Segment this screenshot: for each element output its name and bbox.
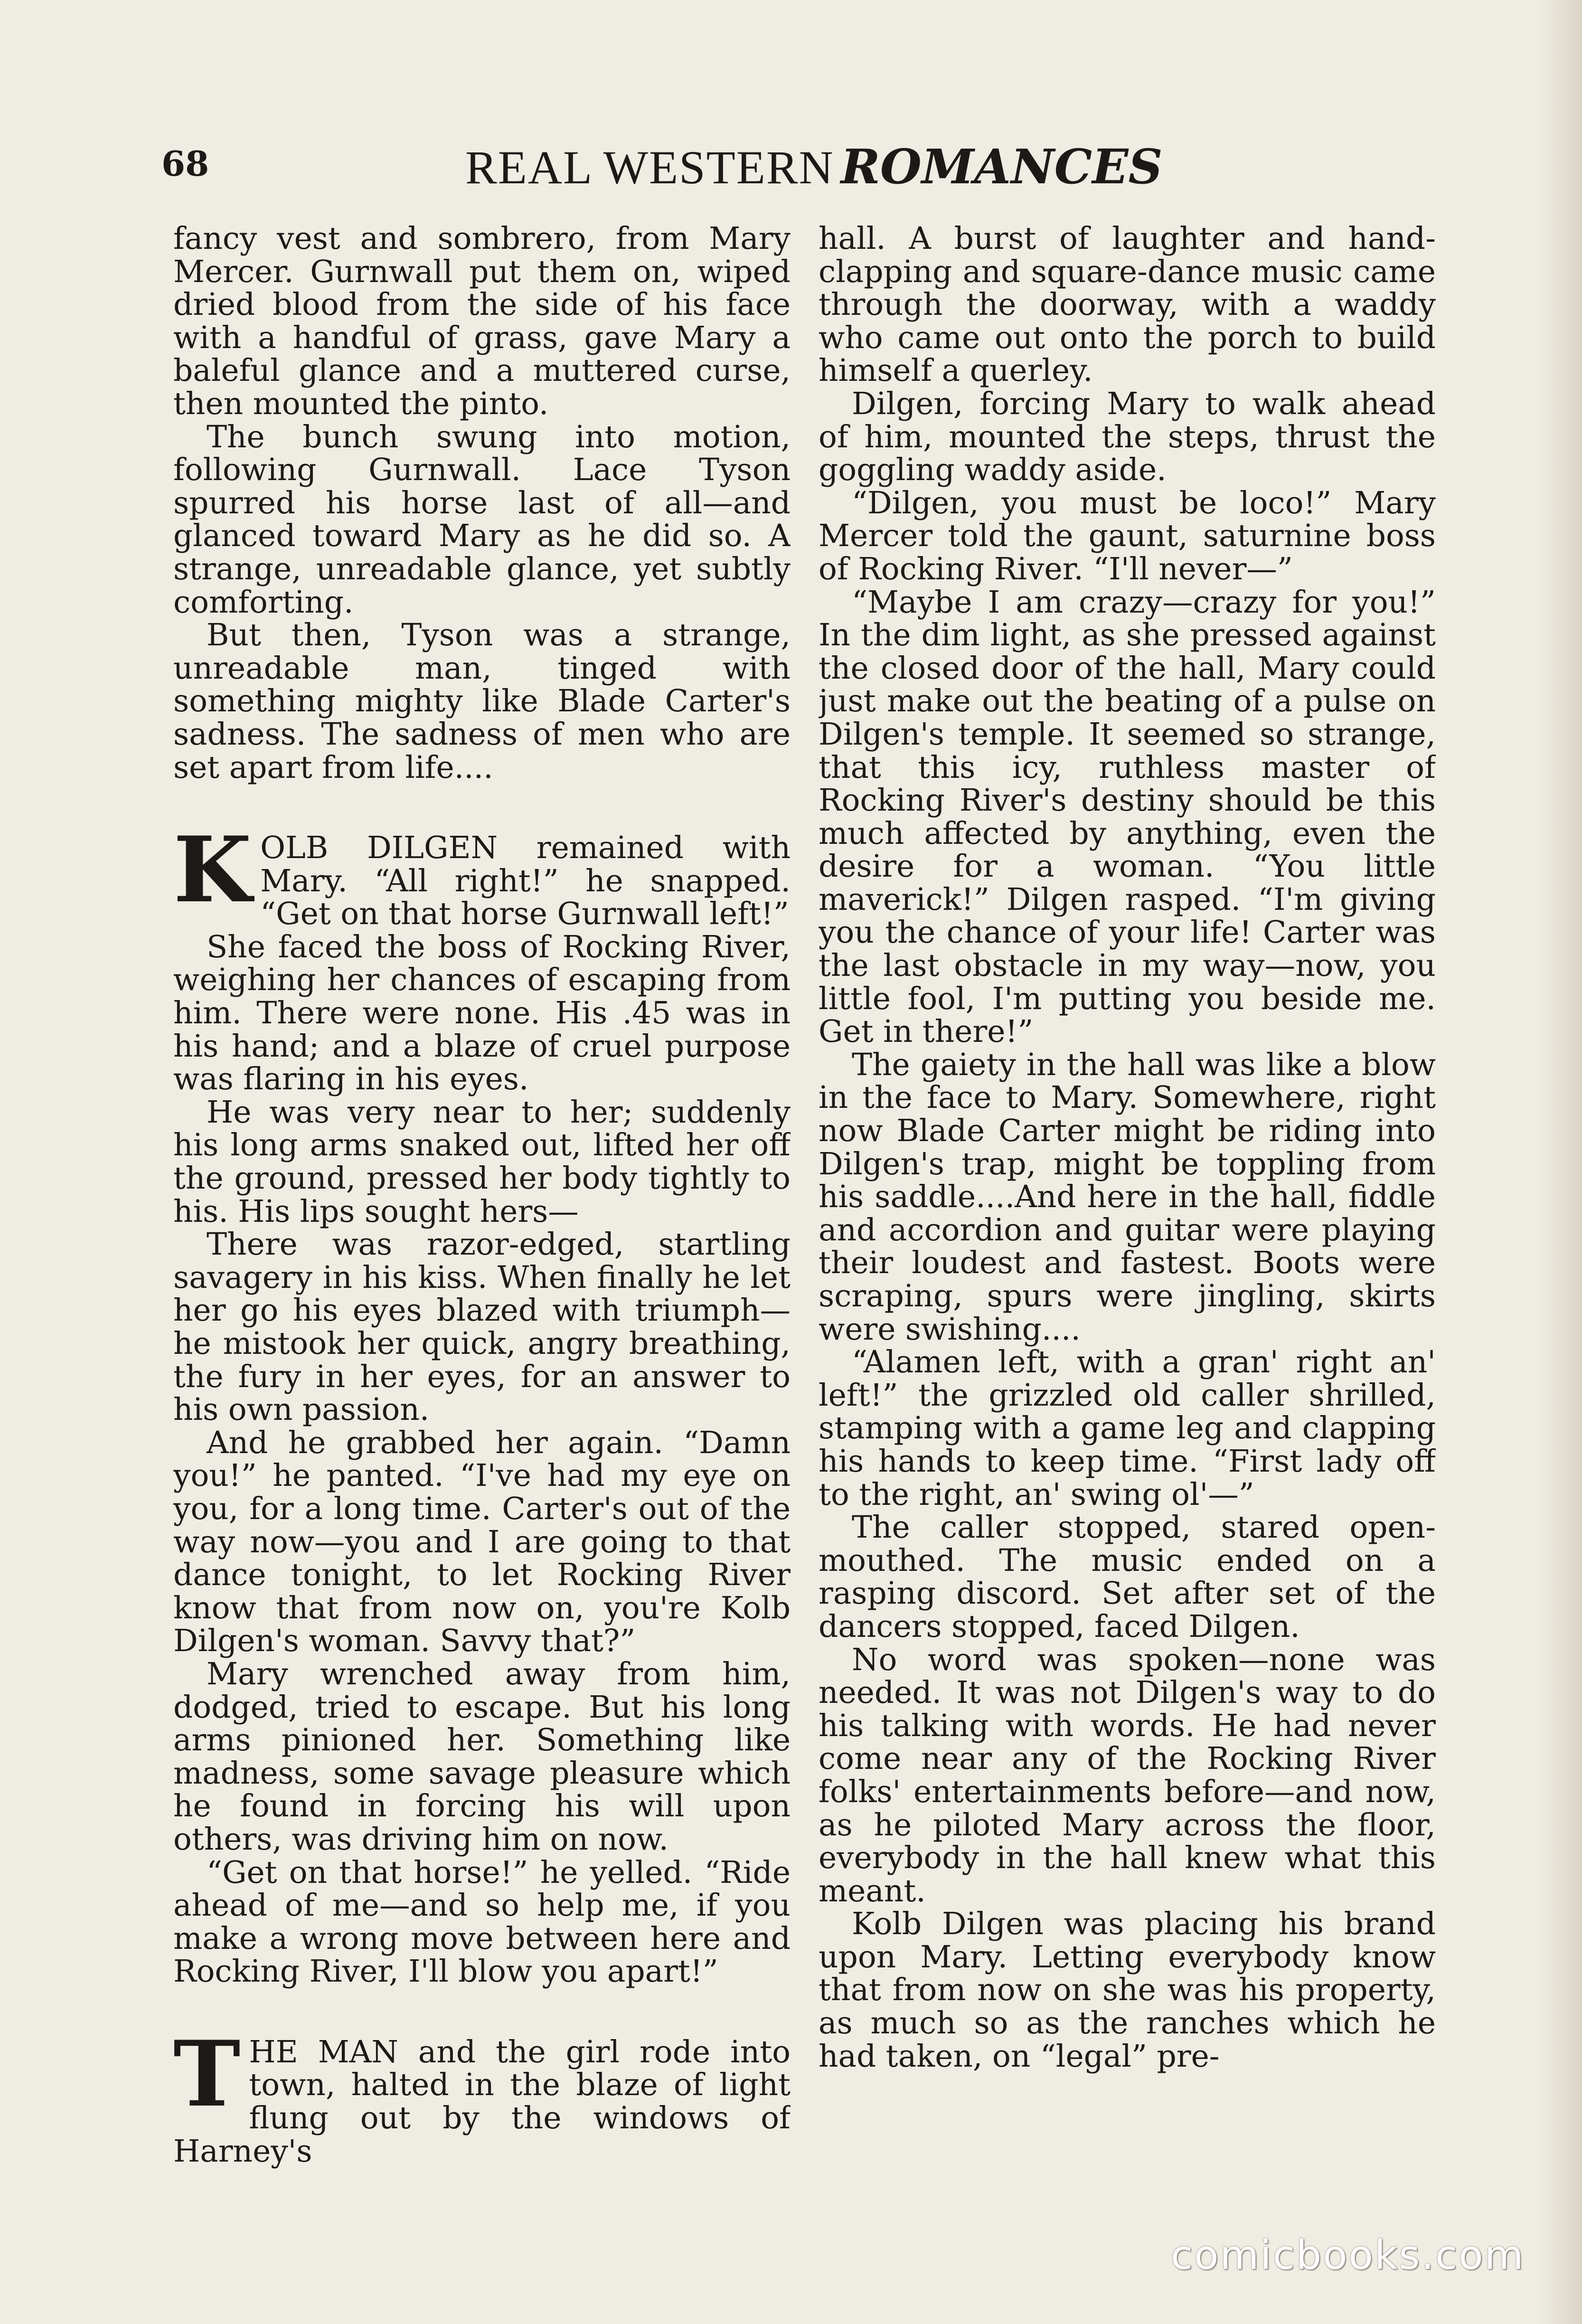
paragraph: There was razor-edged, startling savagery in his kiss. When finally he let her go his eyes blazed with triumph—he mistook her quick, angry breathing, the fury in her eyes, for an answer to his own passion. [173, 1227, 791, 1428]
paragraph-text: OLB DILGEN remained with Mary. “All right!” he snapped. “Get on that horse Gurnwall left!” [260, 830, 791, 932]
paragraph: The caller stopped, stared open-mouthed. The music ended on a rasping discord. Set after set of the dancers stopped, faced Dilgen. [819, 1510, 1436, 1644]
paragraph: fancy vest and sombrero, from Mary Mercer. Gurnwall put them on, wiped dried blood from the side of his face with a handful of grass, gave Mary a baleful glance and a muttered curse, then mounted the pinto. [173, 222, 791, 422]
paragraph: “Dilgen, you must be loco!” Mary Mercer told the gaunt, saturnine boss of Rocking River. “I'll never—” [819, 485, 1436, 587]
paragraph: Mary wrenched away from him, dodged, tried to escape. But his long arms pinioned her. Something like madness, some savage pleasure which he found in forcing his will upon others, was driving him on now. [173, 1656, 791, 1857]
left-column [173, 222, 791, 2188]
paragraph: The gaiety in the hall was like a blow in the face to Mary. Somewhere, right now Blade Carter might be riding into Dilgen's trap, might be toppling from his saddle....And here in the hall, fiddle and accordion and guitar were playing their loudest and fastest. Boots were scraping, spurs were jingling, skirts were swishing.... [819, 1047, 1436, 1347]
paragraph: He was very near to her; suddenly his long arms snaked out, lifted her off the ground, pressed her body tightly to his. His lips sought hers— [173, 1094, 791, 1229]
watermark: comicbooks.com [1171, 2232, 1525, 2278]
paragraph: Dilgen, forcing Mary to walk ahead of him, mounted the steps, thrust the goggling waddy aside. [819, 386, 1436, 488]
section-opening-paragraph [173, 817, 791, 932]
paragraph: “Get on that horse!” he yelled. “Ride ahead of me—and so help me, if you make a wrong move between here and Rocking River, I'll blow you apart!” [173, 1854, 791, 1990]
drop-cap: K [173, 817, 252, 923]
right-column [819, 222, 1436, 2188]
paragraph: And he grabbed her again. “Damn you!” he panted. “I've had my eye on you, for a long time. Carter's out of the way now—you and I are going to that dance tonight, to let Rocking River know that from now on, you're Kolb Dilgen's woman. Savvy that?” [173, 1425, 791, 1659]
paragraph: “Alamen left, with a gran' right an' left!” the grizzled old caller shrilled, stamping with a game leg and clapping his hands to keep time. “First lady off to the right, an' swing ol'—” [819, 1344, 1436, 1512]
paragraph: “Maybe I am crazy—crazy for you!” In the dim light, as she pressed against the closed door of the hall, Mary could just make out the beating of a pulse on Dilgen's temple. It seemed so strange, that this icy, ruthless master of Rocking River's destiny should be this much affected by anything, even the desire for a woman. “You little maverick!” Dilgen rasped. “I'm giving you the chance of your life! Carter was the last obstacle in my way—now, you little fool, I'm putting you beside me. Get in there!” [819, 584, 1436, 1050]
page-number: 68 [161, 143, 209, 184]
magazine-title-plain: REAL WESTERN [465, 141, 834, 194]
page-edge-shadow [1539, 0, 1582, 2324]
paragraph: Kolb Dilgen was placing his brand upon Mary. Letting everybody know that from now on she was his property, as much so as the ranches which he had taken, on “legal” pre- [819, 1906, 1436, 2074]
section-opening-paragraph [173, 2021, 791, 2169]
drop-cap: T [173, 2021, 241, 2127]
magazine-title-styled: ROMANCES [840, 139, 1163, 195]
paragraph: The bunch swung into motion, following Gurnwall. Lace Tyson spurred his horse last of all—and glanced toward Mary as he did so. A strange, unreadable glance, yet subtly comforting. [173, 419, 791, 620]
paragraph-text: HE MAN and the girl rode into town, halted in the blaze of light flung out by the windows of Harney's [173, 2034, 791, 2169]
page-header [161, 139, 1472, 205]
paragraph: No word was spoken—none was needed. It was not Dilgen's way to do his talking with words. He had never come near any of the Rocking River folks' entertainments before—and now, as he piloted Mary across the floor, everybody in the hall knew what this meant. [819, 1642, 1436, 1909]
paragraph: But then, Tyson was a strange, unreadable man, tinged with something mighty like Blade Carter's sadness. The sadness of men who are set apart from life.... [173, 617, 791, 785]
magazine-title [465, 139, 1163, 195]
paragraph: hall. A burst of laughter and hand-clapping and square-dance music came through the doorway, with a waddy who came out onto the porch to build himself a querley. [819, 222, 1436, 389]
paragraph: She faced the boss of Rocking River, weighing her chances of escaping from him. There were none. His .45 was in his hand; and a blaze of cruel purpose was flaring in his eyes. [173, 929, 791, 1097]
